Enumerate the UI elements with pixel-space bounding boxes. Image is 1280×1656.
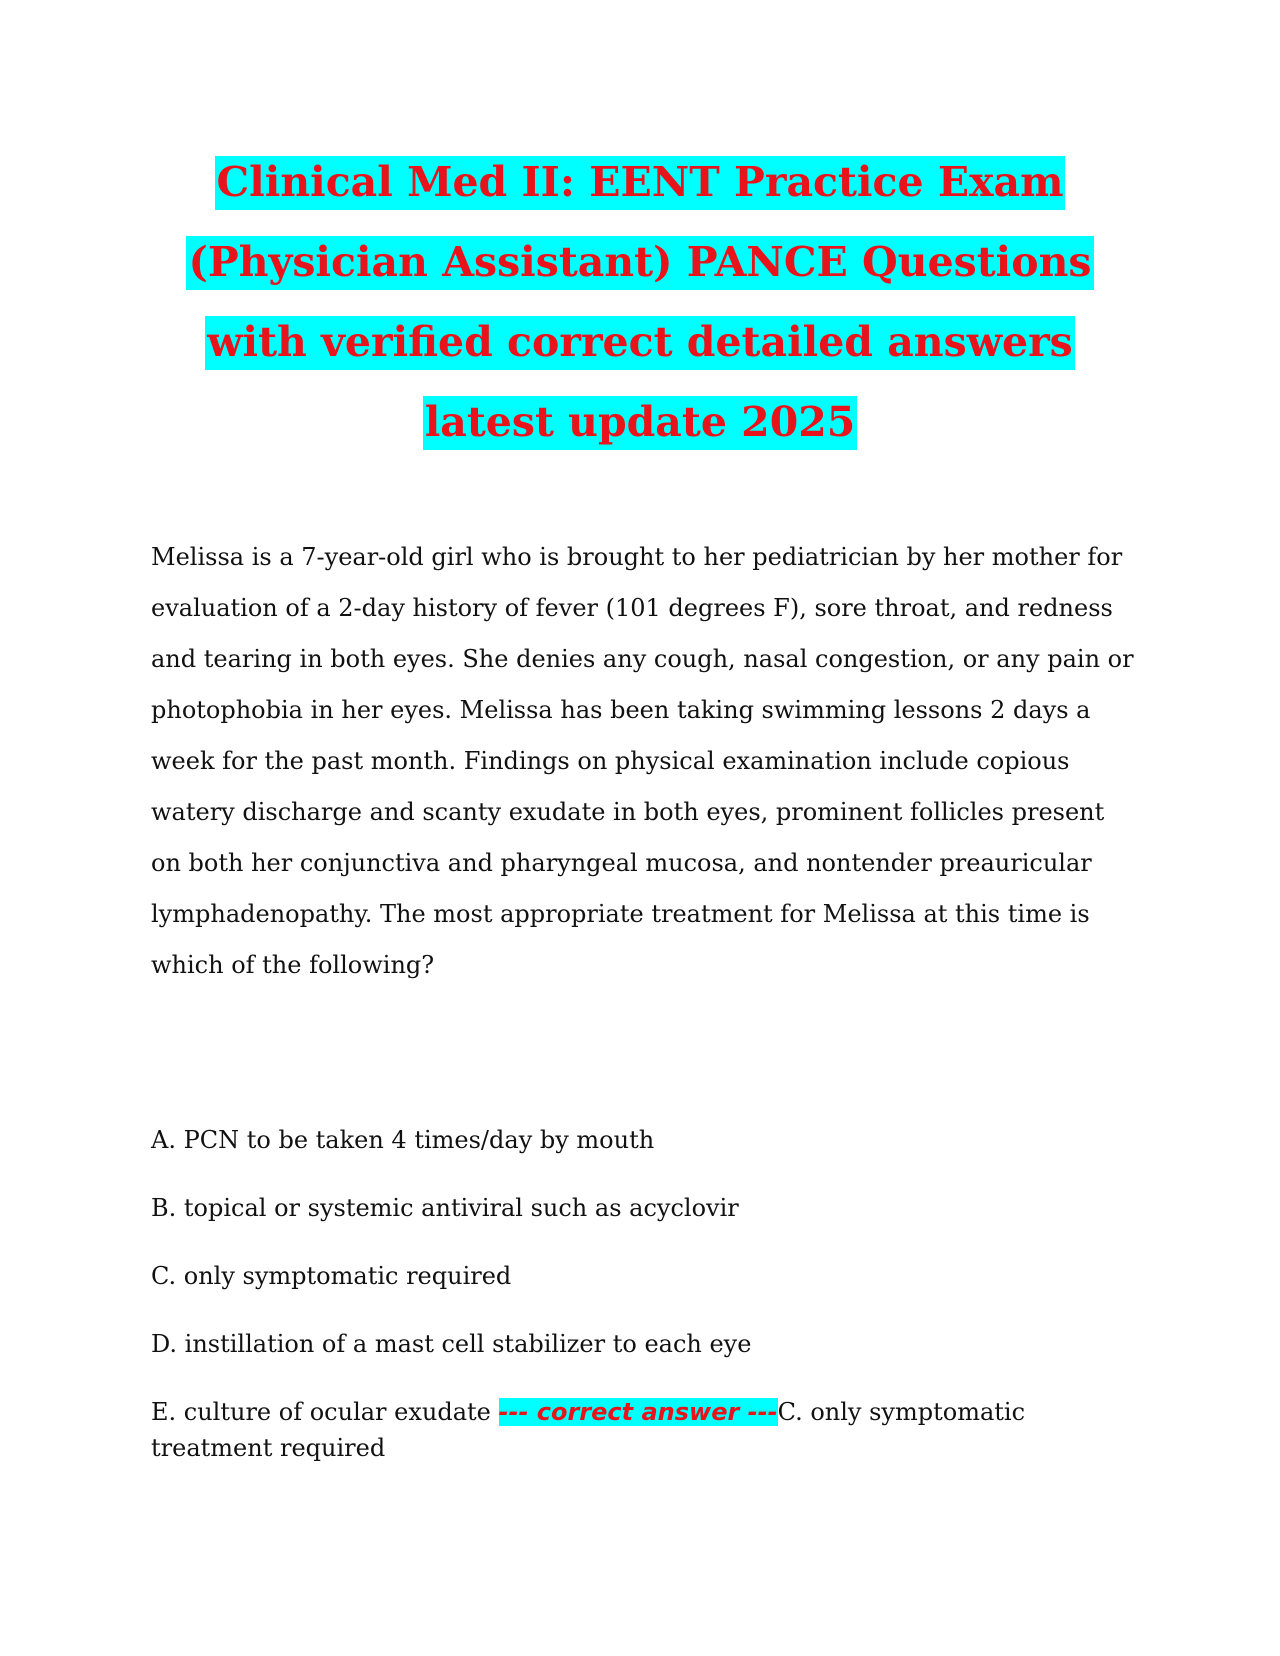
option-a: A. PCN to be taken 4 times/day by mouth [151, 1126, 655, 1154]
title-line: (Physician Assistant) PANCE Questions [120, 222, 1160, 302]
option-e [151, 1394, 1141, 1466]
option-e-text: E. culture of ocular exudate [151, 1398, 491, 1426]
title-line: Clinical Med II: EENT Practice Exam [120, 142, 1160, 222]
correct-answer-text: C. only symptomatic treatment required [151, 1398, 1026, 1462]
document-title [120, 142, 1160, 462]
correct-answer-marker: --- correct answer --- [498, 1398, 778, 1426]
answer-options [151, 1122, 1141, 1466]
title-line: latest update 2025 [120, 382, 1160, 462]
option-b: B. topical or systemic antiviral such as acyclovir [151, 1194, 739, 1222]
option-d: D. instillation of a mast cell stabilizer to each eye [151, 1330, 752, 1358]
title-line: with verified correct detailed answers [120, 302, 1160, 382]
question-stem: Melissa is a 7-year-old girl who is brought to her pediatrician by her mother for evaluation of a 2-day history of fever (101 degrees F), sore throat, and redness and tearing in both eyes. She denies any cough, nasal congestion, or any pain or photophobia in her eyes. Melissa has been taking swimming lessons 2 days a week for the past month. Findings on physical examination include copious watery discharge and scanty exudate in both eyes, prominent follicles present on both her conjunctiva and pharyngeal mucosa, and nontender preauricular lymphadenopathy. The most appropriate treatment for Melissa at this time is which of the following? [151, 543, 1134, 979]
option-c: C. only symptomatic required [151, 1262, 512, 1290]
